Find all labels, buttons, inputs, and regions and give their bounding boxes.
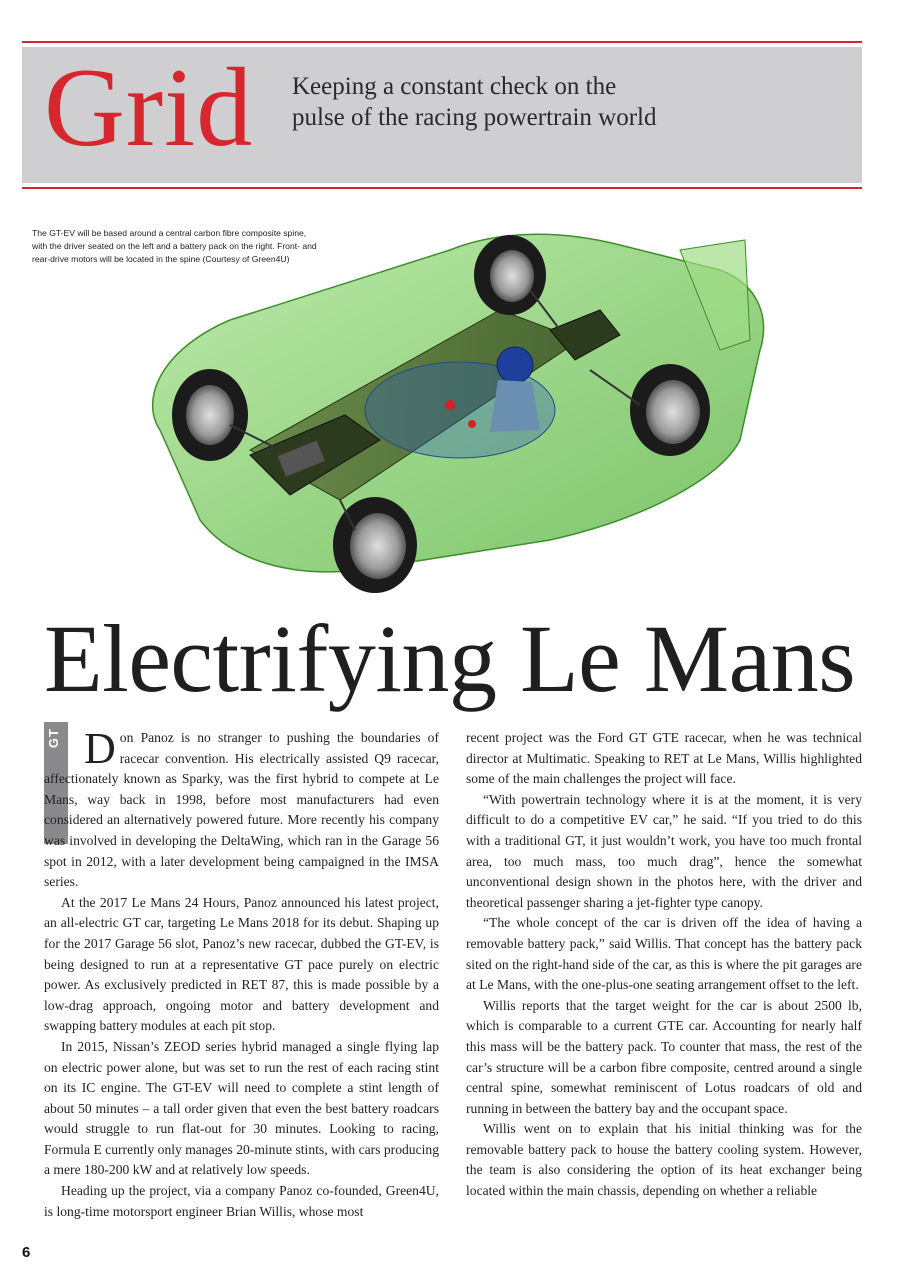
- section-tab-label: GT: [46, 728, 61, 749]
- wheel-front-left: [172, 369, 248, 461]
- paragraph-5: recent project was the Ford GT GTE racecar, when he was technical director at Multimatic. Speaking to RET at Le Mans, Willis highlighted some of the main challenges the project will face.: [466, 730, 862, 787]
- page-number: 6: [22, 1244, 31, 1261]
- steering-wheel: [445, 400, 455, 410]
- paragraph-6: “With powertrain technology where it is at the moment, it is very difficult to do a competitive EV car,” he said. “If you tried to do this with a traditional GT, it just wouldn’t work, you have too much frontal area, too much mass, too much drag”, hence the somewhat unconventional design shown in the photos here, with the driver and theoretical passenger sharing a jet-fighter type canopy.: [466, 791, 862, 910]
- article-column-2: [466, 728, 862, 1202]
- top-rule: [22, 41, 862, 43]
- tagline-line-1: Keeping a constant check on the: [292, 73, 617, 100]
- paragraph-7: “The whole concept of the car is driven off the idea of having a removable battery pack,” said Willis. That concept has the battery pack sited on the right-hand side of the car, as this is where the pit garages are at Le Mans, with the one-plus-one seating arrangement offset to the left.: [466, 915, 862, 993]
- wheel-rear-right: [630, 364, 710, 456]
- article-column-1: [44, 724, 439, 1222]
- bottom-rule: [22, 187, 862, 189]
- driver-body: [490, 380, 540, 432]
- section-title: Grid: [44, 46, 254, 170]
- article-headline: Electrifying Le Mans: [44, 605, 856, 712]
- paragraph-8: Willis reports that the target weight for the car is about 2500 lb, which is comparable to a current GTE car. Accounting for nearly half this mass will be the battery pack. To counter that mass, the rest of the car’s structure will be a carbon fibre composite, centred around a single central spine, somewhat reminiscent of Lotus roadcars of old and running in between the battery bay and the occupant space.: [466, 997, 862, 1116]
- paragraph-2: At the 2017 Le Mans 24 Hours, Panoz announced his latest project, an all-electric GT car, targeting Le Mans 2018 for its debut. Shaping up for the 2017 Garage 56 slot, Panoz’s new racecar, dubbed the GT-EV, is being designed to run at a representative GT pace purely on electric power. As exclusively predicted in RET 87, this is made possible by a low-drag approach, ongoing motor and battery development and swapping battery modules at each pit stop.: [44, 894, 439, 1034]
- paragraph-4: Heading up the project, via a company Panoz co-founded, Green4U, is long-time motorsport engineer Brian Willis, whose most: [44, 1183, 439, 1219]
- paragraph-1: [44, 724, 439, 893]
- pedal-marker: [468, 420, 476, 428]
- paragraph-9: Willis went on to explain that his initial thinking was for the removable battery pack to house the battery cooling system. However, the team is also considering the option of its heat exchanger being located within the main chassis, depending on whether a reliable: [466, 1121, 862, 1199]
- paragraph-3: In 2015, Nissan’s ZEOD series hybrid managed a single flying lap on electric power alone, but was set to run the rest of each racing stint on its IC engine. The GT-EV will need to complete a stint length of about 50 minutes – a tall order given that even the best battery roadcars would struggle to run flat-out for 30 minutes. Looking to racing, Formula E currently only manages 20-minute stints, with cars producing a mere 180-200 kW and at relatively low speeds.: [44, 1038, 439, 1178]
- section-tagline: [292, 71, 656, 133]
- figure-caption: The GT-EV will be based around a central carbon fibre composite spine, with the driver seated on the left and a battery pack on the right. Front- and rear-drive motors will be located in the spine (Courtesy of Green4U): [32, 228, 317, 264]
- drop-cap: D: [84, 724, 116, 773]
- wheel-rear-left: [474, 235, 546, 315]
- tagline-line-2: pulse of the racing powertrain world: [292, 104, 657, 131]
- paragraph-1-text: on Panoz is no stranger to pushing the boundaries of racecar convention. His electrically assisted Q9 racecar, affectionately known as Sparky, was the first hybrid to compete at Le Mans, way back in 1998, before most manufacturers had even considered an alternatively powered future. More recently his company was involved in developing the DeltaWing, which ran in the Garage 56 spot in 2012, with a later development being campaigned in the IMSA series.: [44, 730, 439, 890]
- driver-helmet: [497, 347, 533, 383]
